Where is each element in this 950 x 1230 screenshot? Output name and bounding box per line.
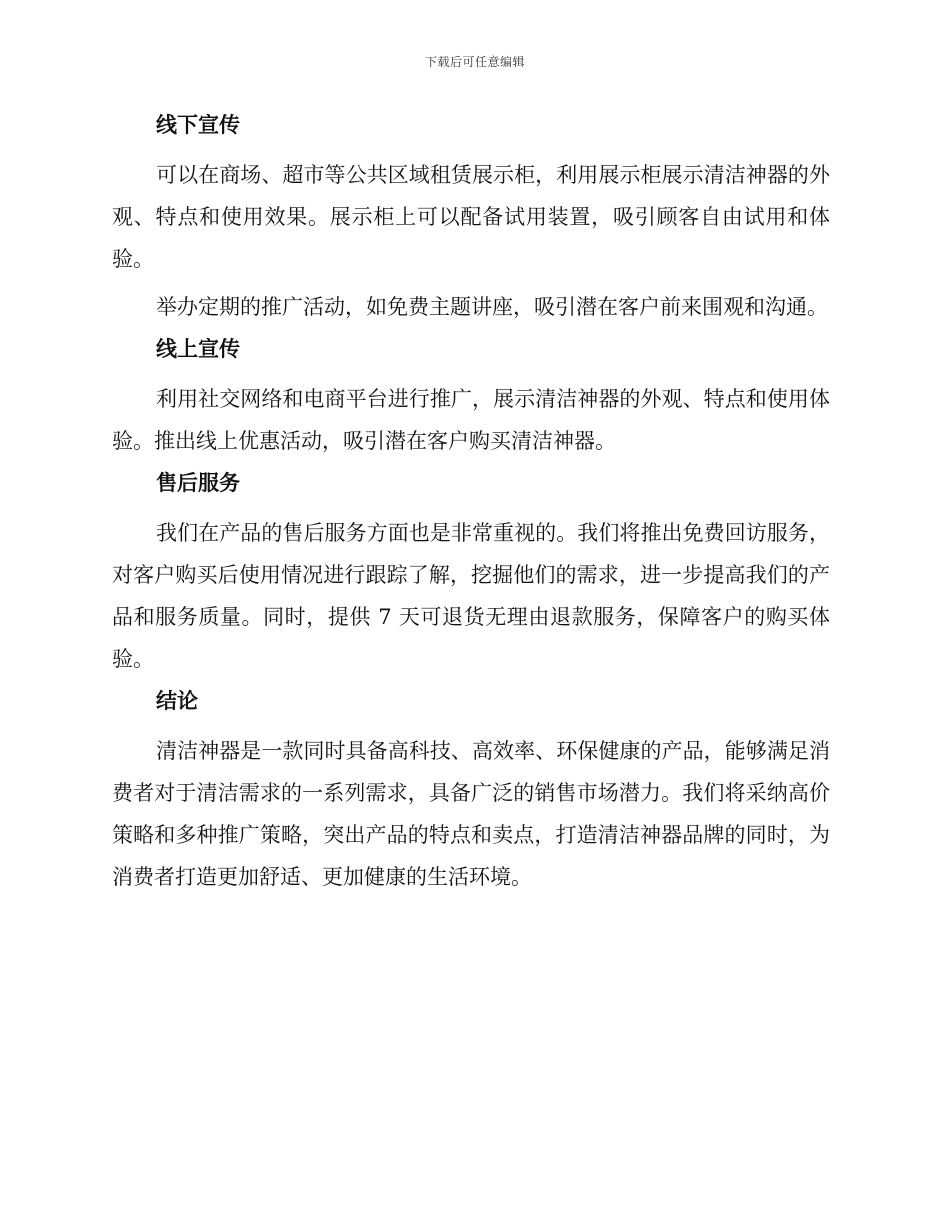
- section-offline-promotion: [112, 110, 830, 328]
- section-after-sales: [112, 468, 830, 680]
- paragraph: 举办定期的推广活动，如免费主题讲座，吸引潜在客户前来围观和沟通。: [156, 295, 828, 319]
- section-online-promotion: [112, 334, 830, 462]
- paragraph: 可以在商场、超市等公共区域租赁展示柜，利用展示柜展示清洁神器的外观、特点和使用效果。展示柜上可以配备试用装置，吸引顾客自由试用和体验。: [112, 163, 830, 271]
- paragraph: 利用社交网络和电商平台进行推广，展示清洁神器的外观、特点和使用体验。推出线上优惠活动，吸引潜在客户购买清洁神器。: [112, 387, 830, 453]
- section-heading: 结论: [156, 689, 198, 713]
- page-header: 下载后可任意编辑: [424, 55, 525, 69]
- paragraph: 我们在产品的售后服务方面也是非常重视的。我们将推出免费回访服务，对客户购买后使用情况进行跟踪了解，挖掘他们的需求，进一步提高我们的产品和服务质量。同时，提供 7 天可退货无理由退款服务，保障客户的购买体验。: [112, 521, 830, 671]
- section-conclusion: [112, 686, 830, 898]
- document-body: [112, 110, 830, 904]
- section-heading: 线下宣传: [156, 113, 240, 137]
- section-heading: 线上宣传: [156, 337, 240, 361]
- section-heading: 售后服务: [156, 471, 240, 495]
- paragraph: 清洁神器是一款同时具备高科技、高效率、环保健康的产品，能够满足消费者对于清洁需求的一系列需求，具备广泛的销售市场潜力。我们将采纳高价策略和多种推广策略，突出产品的特点和卖点，打造清洁神器品牌的同时，为消费者打造更加舒适、更加健康的生活环境。: [112, 739, 830, 889]
